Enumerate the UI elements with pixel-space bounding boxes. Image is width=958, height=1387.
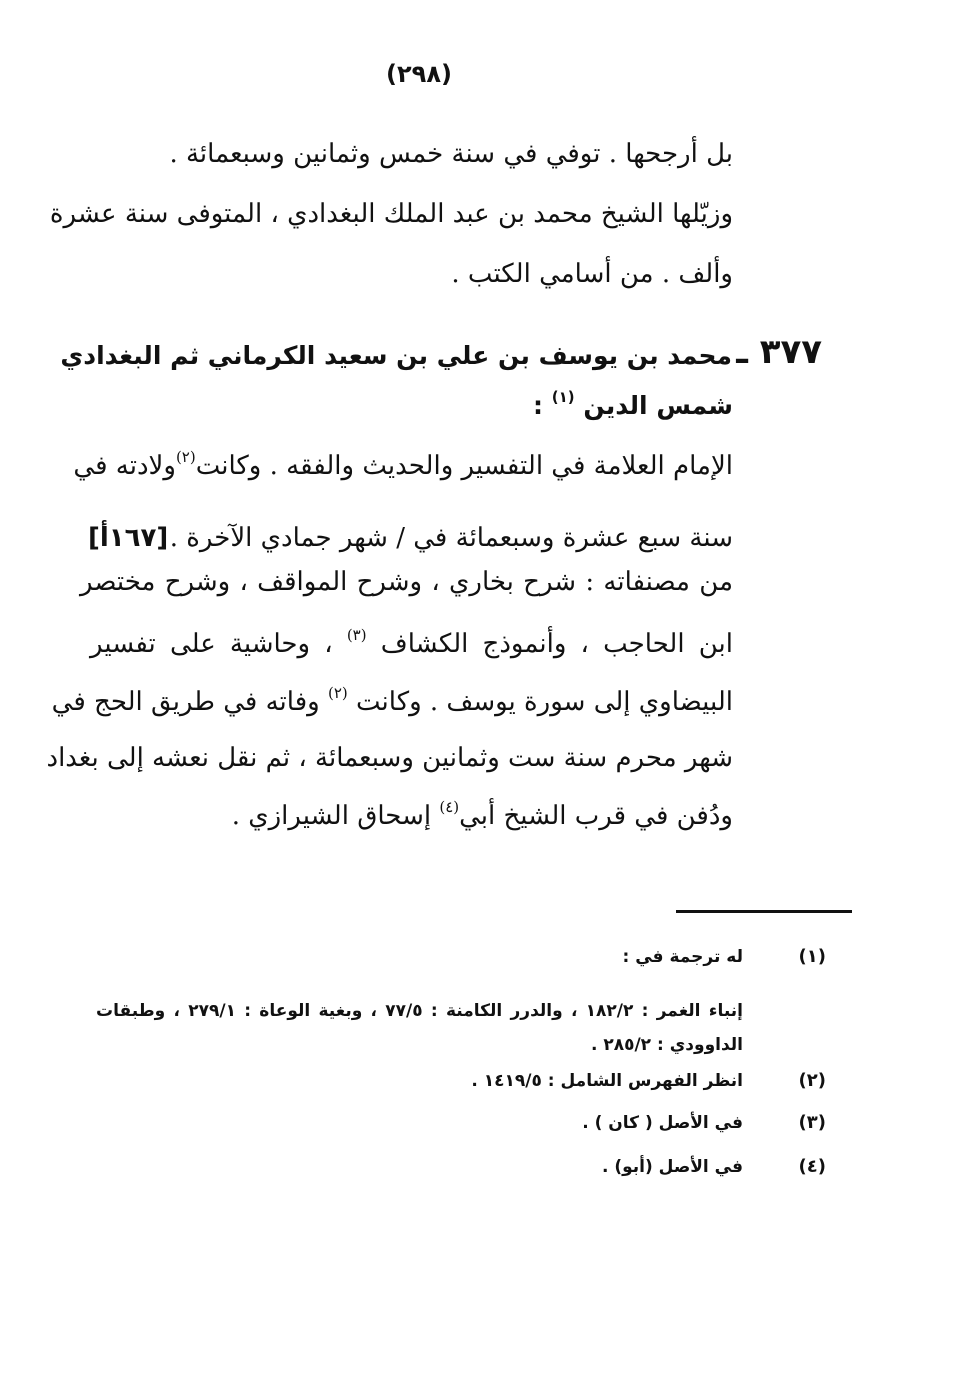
body-text: ولادته في [73,451,176,481]
footnote-number: (١) [798,946,826,967]
body-line [51,682,733,722]
body-text: البيضاوي إلى سورة يوسف . وكانت [356,687,733,717]
entry-heading-name: شمس الدين [583,391,733,420]
footnote-ref: (٢) [327,684,348,702]
footnote-separator [676,910,852,913]
page-number: (٢٩٨) [386,60,452,88]
body-line [90,624,733,664]
entry-heading-line2 [533,386,733,426]
body-text: الإمام العلامة في التفسير والحديث والفقه . وكانت [195,451,733,481]
entry-heading: محمد بن يوسف بن علي بن سعيد الكرماني ثم البغدادي [60,341,732,370]
entry-number: ٣٧٧ ـ [736,332,822,372]
body-text: إسحاق الشيرازي . [231,801,432,831]
footnote-number: (٢) [798,1070,826,1091]
body-line: سنة سبع عشرة وسبعمائة في / شهر جمادي الآخرة . [169,523,733,553]
folio-marker: [١٦٧أ] [88,523,169,553]
entry-heading-colon: : [533,391,544,420]
intro-line: وزيّلها الشيخ محمد بن عبد الملك البغدادي ، المتوفى سنة عشرة [49,199,733,229]
intro-line: بل أرجحها . توفي في سنة خمس وثمانين وسبعمائة . [169,139,733,169]
body-line: شهر محرم سنة ست وثمانين وسبعمائة ، ثم نقل نعشه إلى بغداد [46,743,733,773]
footnote-ref: (١) [551,388,575,406]
body-line [73,446,733,486]
body-text: وفاته في طريق الحج في [51,687,320,717]
body-text: ابن الحاجب ، وأنموذج الكشاف [380,629,734,659]
footnote-ref: (٣) [346,626,367,644]
footnote-ref: (٤) [439,798,460,816]
footnote-number: (٤) [798,1156,826,1177]
footnote-text: الداوودي : ٢٨٥/٢ . [590,1035,743,1055]
body-line: من مصنفاته : شرح بخاري ، وشرح المواقف ، وشرح مختصر [80,567,733,597]
footnote-text: انظر الفهرس الشامل : ١٤١٩/٥ . [471,1071,743,1091]
intro-line: وألف . من أسامي الكتب . [451,259,733,289]
body-text: ، وحاشية على تفسير [90,629,333,659]
footnote-number: (٣) [798,1112,826,1133]
footnote-text: في الأصل (أبو) . [601,1157,743,1177]
footnote-text: له ترجمة في : [622,947,743,967]
footnote-text: إنباء الغمر : ١٨٢/٢ ، والدرر الكامنة : ٧٧/٥ ، وبغية الوعاة : ٢٧٩/١ ، وطبقات [96,1001,744,1021]
body-text: ودُفن في قرب الشيخ أبي [459,801,733,831]
footnote-text: في الأصل ( كان ) . [582,1113,743,1133]
footnote-ref: (٢) [175,448,196,466]
body-line [232,796,733,836]
